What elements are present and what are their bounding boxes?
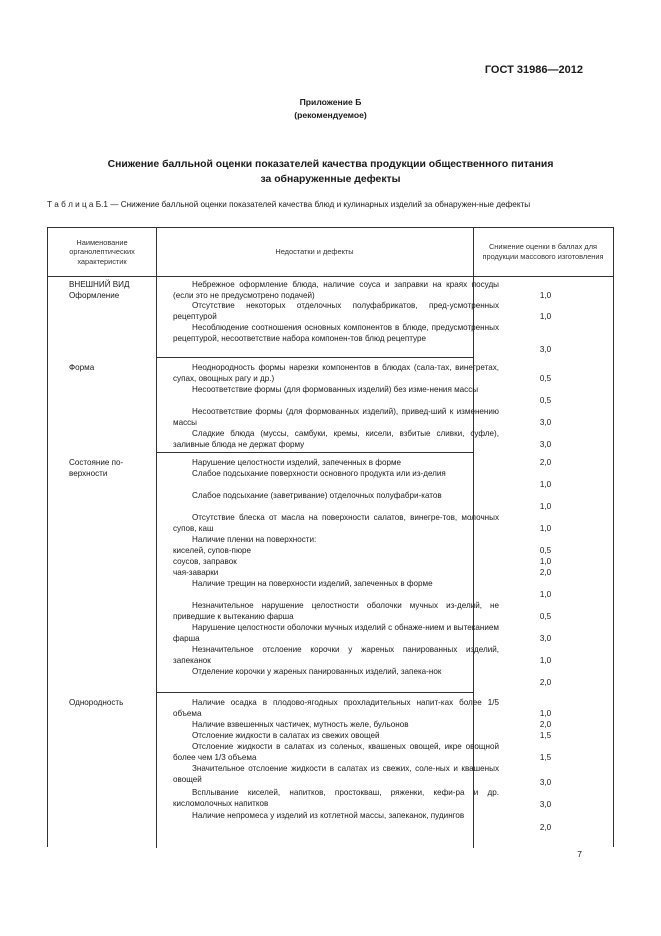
annex-subtitle: (рекомендуемое) <box>294 109 367 120</box>
defect-row: Наличие трещин на поверхности изделий, запеченных в форме <box>192 579 433 588</box>
characteristic-homogeneity: Однородность <box>69 698 124 707</box>
annex-title-block <box>0 96 661 121</box>
defect-row: Отсутствие блеска от масла на поверхности салатов, винегре-тов, молочных супов, каш <box>173 513 499 533</box>
defect-subrow: соусов, заправок <box>173 557 237 566</box>
defect-row: Отслоение жидкости в салатах из соленых, квашеных овощей, икре овощной более чем 1/3 объема <box>173 742 499 762</box>
group-separator <box>156 357 473 358</box>
score-cell: 3,0 <box>539 800 552 809</box>
characteristic-surface: Состояние по-верхности <box>69 458 124 478</box>
score-cell: 3,0 <box>539 634 552 643</box>
score-cell: 3,0 <box>539 418 552 427</box>
score-cell: 2,0 <box>539 720 552 729</box>
score-cell: 0,5 <box>539 546 552 555</box>
column-header-score: Снижение оценки в баллах для продукции массового изготовления <box>482 242 604 261</box>
score-cell: 1,0 <box>539 312 552 321</box>
defect-row: Нарушение целостности оболочки мучных изделий с обнаже-нием и вытеканием фарша <box>173 623 499 643</box>
score-cell: 3,0 <box>539 778 552 787</box>
score-cell: 1,5 <box>539 753 552 762</box>
defect-row: Несоблюдение соотношения основных компонентов в блюде, предусмотренных рецептурой, несоответствие набора компонен-тов блюд рецептуре <box>173 323 499 343</box>
heading-line-1: Снижение балльной оценки показателей качества продукции общественного питания <box>107 159 554 170</box>
score-cell: 1,0 <box>539 709 552 718</box>
score-cell: 1,5 <box>539 731 552 740</box>
score-cell: 0,5 <box>539 612 552 621</box>
standard-number: ГОСТ 31986—2012 <box>484 64 583 76</box>
defect-row: Сладкие блюда (муссы, самбуки, кремы, кисели, взбитые сливки, суфле), заливные блюда не держат форму <box>173 429 499 449</box>
score-cell: 2,0 <box>539 458 552 467</box>
group-separator <box>156 452 473 453</box>
defect-row: Отделение корочки у жареных панированных изделий, запека-нок <box>192 667 442 676</box>
defect-row: Наличие пленки на поверхности: <box>192 535 317 544</box>
defect-row: Всплывание киселей, напитков, простокваш, ряженки, кефи-ра и др. кисломолочных напитков <box>173 788 499 808</box>
defects-table <box>47 227 614 847</box>
defect-row: Наличие взвешенных частичек, мутность желе, бульонов <box>192 720 409 729</box>
score-cell: 0,5 <box>539 374 552 383</box>
defect-row: Отслоение жидкости в салатах из свежих овощей <box>192 731 380 740</box>
score-cell: 2,0 <box>539 678 552 687</box>
document-heading <box>0 157 661 187</box>
column-header-defects: Недостатки и дефекты <box>275 247 354 257</box>
score-cell: 1,0 <box>539 291 552 300</box>
defect-row: Незначительное отслоение корочки у жареных панированных изделий, запеканок <box>173 645 499 665</box>
group-separator <box>156 692 473 693</box>
defect-row: Нарушение целостности изделий, запеченных в форме <box>192 458 402 467</box>
score-cell: 2,0 <box>539 568 552 577</box>
annex-title: Приложение Б <box>299 97 362 107</box>
defect-subrow: чая-заварки <box>173 568 219 577</box>
characteristic-appearance-design: ВНЕШНИЙ ВИД Оформление <box>69 280 130 300</box>
column-divider-1 <box>156 228 157 848</box>
score-cell: 3,0 <box>539 345 552 354</box>
score-cell: 1,0 <box>539 590 552 599</box>
page-number: 7 <box>577 849 582 859</box>
defect-row: Наличие непромеса у изделий из котлетной массы, запеканок, пудингов <box>192 811 465 820</box>
defect-row: Небрежное оформление блюда, наличие соуса и заправки на краях посуды (если это не предусмотрено подачей) <box>173 280 499 300</box>
score-cell: 1,0 <box>539 557 552 566</box>
score-cell: 1,0 <box>539 524 552 533</box>
score-cell: 2,0 <box>539 823 552 832</box>
defect-row: Отсутствие некоторых отделочных полуфабрикатов, пред-усмотренных рецептурой <box>173 301 499 321</box>
score-cell: 1,0 <box>539 656 552 665</box>
column-header-characteristic: Наименование органолептических характеристик <box>69 237 135 266</box>
score-cell: 1,0 <box>539 480 552 489</box>
characteristic-shape: Форма <box>69 363 95 372</box>
defect-row: Незначительное нарушение целостности оболочки мучных из-делий, не приведшие к вытеканию фарша <box>173 601 499 621</box>
defect-row: Слабое подсыхание (заветривание) отделочных полуфабри-катов <box>192 491 442 500</box>
table-header <box>48 228 613 277</box>
score-cell: 0,5 <box>539 396 552 405</box>
defect-row: Несоответствие формы (для формованных изделий) без изме-нения массы <box>192 385 479 394</box>
defect-subrow: киселей, супов-пюре <box>173 546 252 555</box>
defect-row: Значительное отслоение жидкости в салатах из свежих, соле-ных и квашеных овощей <box>173 764 499 784</box>
defect-row: Наличие осадка в плодово-ягодных прохладительных напит-ках более 1/5 объема <box>173 698 499 718</box>
heading-line-2: за обнаруженные дефекты <box>260 174 401 185</box>
defect-row: Несоответствие формы (для формованных изделий), привед-ший к изменению массы <box>173 407 499 427</box>
score-cell: 3,0 <box>539 440 552 449</box>
defect-row: Неоднородность формы нарезки компонентов в блюдах (сала-тах, винегретах, супах, овощных рагу и др.) <box>173 363 499 383</box>
defect-row: Слабое подсыхание поверхности основного продукта или из-делия <box>192 469 446 478</box>
table-caption: Т а б л и ц а Б.1 — Снижение балльной оценки показателей качества блюд и кулинарных изделий за обнаружен-ные дефекты <box>47 200 531 209</box>
score-cell: 1,0 <box>539 502 552 511</box>
